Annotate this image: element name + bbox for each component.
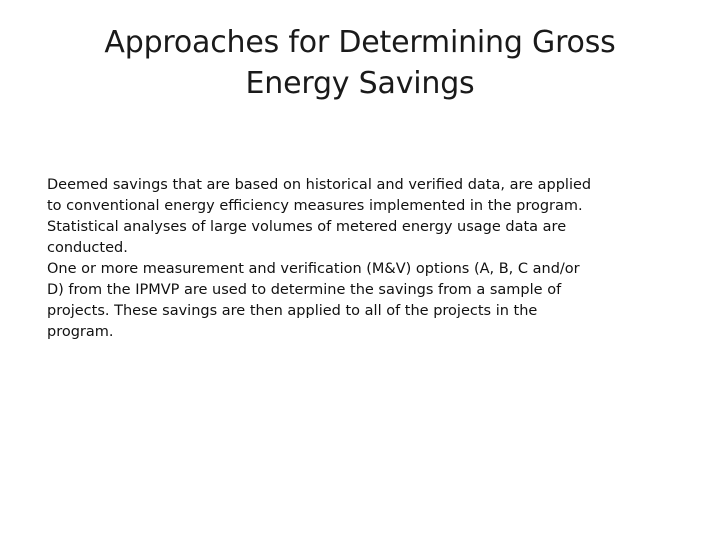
- slide-title-line-2: Energy Savings: [245, 66, 475, 101]
- paragraph-statistical-analyses: [47, 217, 667, 259]
- paragraph-mv-options: [47, 259, 667, 343]
- slide-title-line-1: Approaches for Determining Gross: [104, 25, 616, 60]
- paragraph-line: projects. These savings are then applied to all of the projects in the: [47, 303, 538, 319]
- paragraph-deemed-savings: [47, 175, 667, 217]
- paragraph-line: conducted.: [47, 240, 128, 256]
- paragraph-line: program.: [47, 324, 114, 340]
- paragraph-line: Statistical analyses of large volumes of metered energy usage data are: [47, 219, 567, 235]
- paragraph-line: to conventional energy efficiency measures implemented in the program.: [47, 198, 583, 214]
- paragraph-line: D) from the IPMVP are used to determine the savings from a sample of: [47, 282, 562, 298]
- slide-body: [47, 175, 667, 343]
- paragraph-line: Deemed savings that are based on historical and verified data, are applied: [47, 177, 592, 193]
- paragraph-line: One or more measurement and verification (M&V) options (A, B, C and/or: [47, 261, 580, 277]
- slide-title: [40, 22, 680, 104]
